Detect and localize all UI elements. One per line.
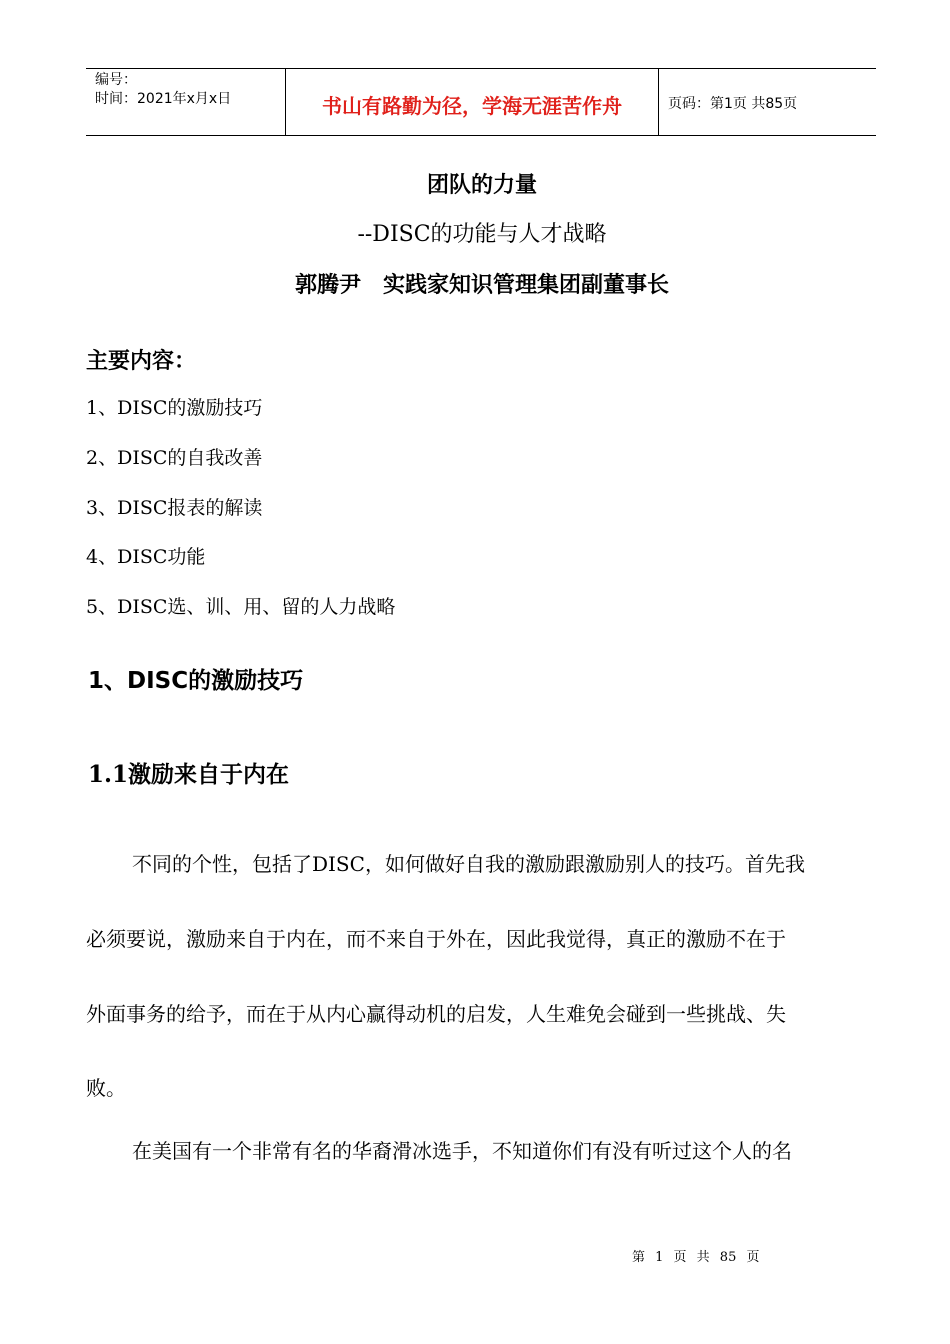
header-motto: 书山有路勤为径，学海无涯苦作舟 — [286, 69, 659, 135]
paragraph-line: 不同的个性，包括了DISC，如何做好自我的激励跟激励别人的技巧。首先我 — [132, 852, 805, 876]
paragraph-line: 在美国有一个非常有名的华裔滑冰选手，不知道你们有没有听过这个人的名 — [132, 1139, 792, 1163]
paragraph-line: 败。 — [86, 1076, 126, 1100]
contents-item: 3、DISC报表的解读 — [86, 497, 263, 519]
paragraph-line: 外面事务的给予，而在于从内心赢得动机的启发，人生难免会碰到一些挑战、失 — [86, 1002, 786, 1026]
contents-label: 主要内容： — [86, 349, 197, 374]
page-footer: 第 1 页 共 85 页 — [632, 1250, 760, 1265]
header-table — [86, 68, 876, 136]
header-left-cell — [86, 69, 286, 135]
section-heading: 1、DISC的激励技巧 — [88, 668, 304, 694]
header-page-info: 页码：第1页 共85页 — [668, 95, 798, 112]
contents-item: 2、DISC的自我改善 — [86, 447, 263, 469]
contents-item: 1、DISC的激励技巧 — [86, 397, 263, 419]
main-title: 团队的力量 — [426, 172, 537, 198]
contents-item: 4、DISC功能 — [86, 546, 206, 568]
author-line: 郭腾尹 实践家知识管理集团副董事长 — [294, 272, 669, 298]
subsection-heading: 1.1激励来自于内在 — [88, 761, 290, 788]
paragraph-line: 必须要说，激励来自于内在，而不来自于外在，因此我觉得，真正的激励不在于 — [86, 927, 786, 951]
contents-item: 5、DISC选、训、用、留的人力战略 — [86, 596, 396, 618]
subtitle: --DISC的功能与人才战略 — [357, 222, 607, 247]
serial-label: 编号： — [95, 72, 137, 88]
time-label: 时间：2021年x月x日 — [95, 91, 232, 107]
